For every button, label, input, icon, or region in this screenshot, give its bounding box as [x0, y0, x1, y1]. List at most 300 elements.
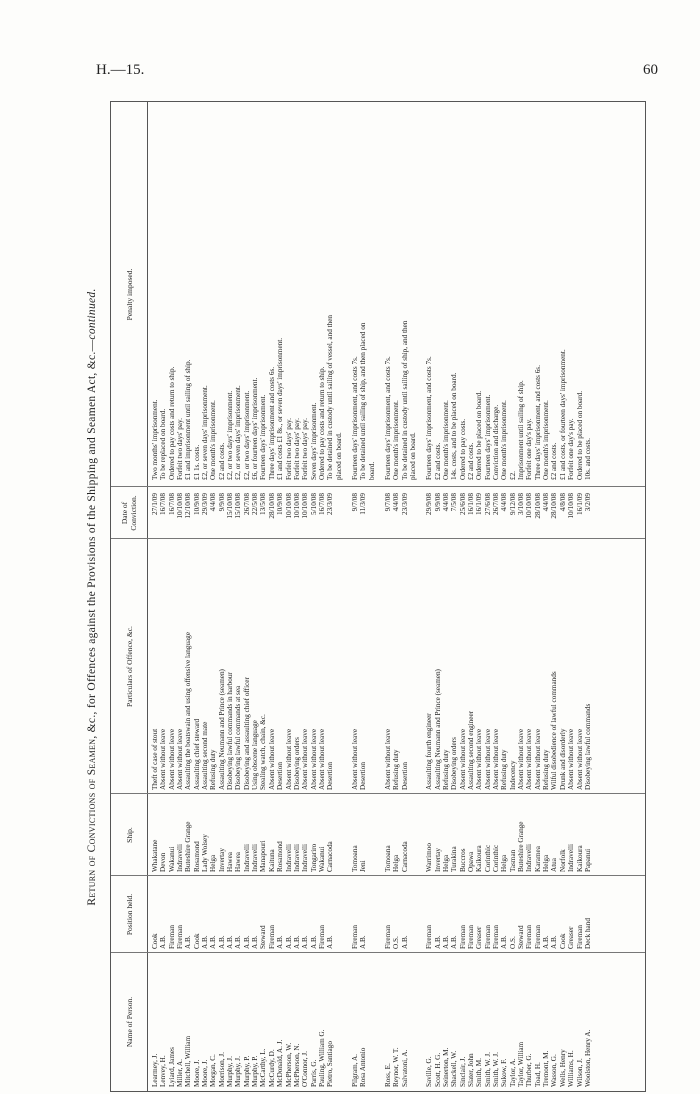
- cell-ship: Indravelli: [567, 844, 576, 872]
- cell-penalty: Forfeit one day's pay.: [567, 418, 576, 480]
- table-row: [201, 102, 209, 1091]
- cell-ship: Tasman: [508, 849, 517, 872]
- cell-name: Taylor, William: [517, 1041, 526, 1087]
- cell-position: O.S.: [392, 936, 401, 949]
- cell-date: 10/10/08: [567, 493, 576, 519]
- cell-offence: Theft of case of stout: [151, 728, 159, 790]
- cell-ship: Indravelli: [176, 844, 185, 872]
- cell-position: A.B.: [217, 935, 226, 949]
- table-title: [86, 102, 108, 1092]
- cell-name: Rosa Antonio: [359, 1047, 368, 1087]
- cell-ship: Papanui: [583, 848, 592, 872]
- cell-ship: Carnacoda: [400, 841, 409, 872]
- cell-penalty: One month's imprisonment.: [442, 400, 450, 480]
- table-row: [159, 102, 167, 1091]
- group-gap: [376, 102, 384, 1091]
- cell-name: Thurber, G.: [525, 1053, 534, 1087]
- cell-position: Fireman: [267, 925, 276, 949]
- table-row: [517, 102, 525, 1091]
- cell-penalty: £1 and costs £1 8s., or seven days' imprisonment.: [276, 337, 285, 480]
- cell-penalty: £1 1s. costs.: [192, 444, 201, 480]
- cell-date: 4/4/08: [542, 493, 551, 512]
- cell-date: 4/8/08: [558, 493, 567, 512]
- cell-offence: Desertion: [326, 762, 335, 790]
- cell-position: A.B.: [542, 935, 551, 949]
- cell-position: A.B.: [226, 935, 235, 949]
- cell-name: Moore, J.: [192, 1059, 201, 1087]
- cell-date: 9/7/08: [383, 493, 392, 512]
- cell-penalty: 14s. costs, and to be placed on board.: [450, 372, 459, 480]
- table-row: [251, 102, 259, 1091]
- cell-ship: Wakanui: [167, 846, 176, 872]
- cell-offence: Absent without leave: [167, 728, 176, 790]
- cell-ship: Indravelli: [284, 844, 293, 872]
- cell-position: A.B.: [450, 935, 459, 949]
- cell-offence: Absent without leave: [492, 728, 501, 790]
- cell-date: 9/12/08: [508, 493, 517, 515]
- table-row: [442, 102, 450, 1091]
- cell-ship: Norfolk: [558, 849, 567, 872]
- cell-ship: Helga: [542, 854, 551, 872]
- table-row: [243, 102, 251, 1091]
- cell-offence: Wilful disobedience of lawful commands: [550, 671, 559, 790]
- cell-date: 26/7/08: [242, 493, 251, 515]
- cell-penalty: Fourteen days' imprisonment.: [483, 394, 492, 480]
- cell-date: 23/3/09: [326, 493, 335, 515]
- cell-penalty: To be detained until sailing of ship, and then placed on: [359, 322, 368, 480]
- cell-offence: Desertion: [359, 762, 368, 790]
- cell-ship: Buteshire Grange: [184, 821, 193, 872]
- cell-offence: Refusing duty: [442, 749, 450, 790]
- table-row: [218, 102, 226, 1091]
- table-row: [209, 102, 217, 1091]
- cell-name: Ross, E.: [383, 1063, 392, 1087]
- cell-date: 23/3/09: [400, 493, 409, 515]
- cell-offence: Absent without leave: [309, 728, 318, 790]
- cell-name: Tremont, M.: [542, 1050, 551, 1087]
- cell-penalty: To be detained in custody until sailing of ship, and then: [400, 320, 409, 480]
- group-gap: [417, 102, 425, 1091]
- cell-penalty: £2 and costs.: [467, 442, 476, 480]
- cell-penalty: placed on board.: [408, 432, 417, 480]
- cell-ship: Helga: [392, 854, 401, 872]
- cell-penalty: One month's imprisonment.: [209, 400, 218, 480]
- table-row: [335, 102, 343, 1091]
- table-row: [310, 102, 318, 1091]
- cell-penalty: Ordered to be placed on board.: [575, 390, 584, 480]
- cell-name: McCurdy, D.: [267, 1049, 276, 1087]
- cell-penalty: Forfeit two days' pay.: [301, 418, 310, 480]
- table-row: [542, 102, 550, 1091]
- table-row: [492, 102, 500, 1091]
- table-row: [368, 102, 376, 1091]
- cell-name: McDonald, A. J.: [276, 1039, 285, 1087]
- cell-name: Sukow, F.: [500, 1058, 509, 1087]
- cell-ship: Tongariro: [309, 843, 318, 872]
- cell-penalty: Conviction and discharge.: [492, 404, 501, 480]
- cell-penalty: Fourteen days' imprisonment.: [259, 394, 268, 480]
- cell-name: Taylor, A.: [508, 1058, 517, 1087]
- cell-penalty: placed on board.: [334, 432, 343, 480]
- table-row: [450, 102, 458, 1091]
- cell-penalty: Three days' imprisonment and costs 6s.: [267, 366, 276, 480]
- cell-name: Saville, G.: [425, 1056, 434, 1087]
- cell-penalty: £6, or fourteen days' imprisonment.: [251, 377, 260, 480]
- cell-offence: Assaulting Neumann and Prince (seamen): [217, 669, 226, 790]
- table-row: [475, 102, 483, 1091]
- cell-date: 28/10/08: [550, 493, 559, 519]
- cell-date: 10/10/08: [284, 493, 293, 519]
- table-row: [559, 102, 567, 1091]
- cell-penalty: Fourteen days' imprisonment, and costs 7s.: [383, 356, 392, 480]
- cell-penalty: £2, or seven days' imprisonment.: [234, 385, 243, 480]
- table-row: [384, 102, 392, 1091]
- cell-ship: Kaikoura: [475, 845, 484, 872]
- cell-ship: Tomoana: [383, 845, 392, 872]
- cell-date: 12/10/08: [184, 493, 193, 519]
- cell-penalty: Two months' imprisonment.: [151, 399, 159, 480]
- cell-name: Toad, H.: [533, 1062, 542, 1087]
- cell-name: Murphy, J.: [234, 1056, 243, 1087]
- col-header-position: Position held.: [124, 893, 134, 936]
- cell-ship: Invertay: [433, 848, 442, 872]
- cell-penalty: Ordered to pay costs and return to ship.: [317, 366, 326, 480]
- cell-position: Cook: [558, 933, 567, 949]
- cell-ship: Tomoana: [350, 845, 359, 872]
- cell-ship: Turakina: [450, 846, 459, 872]
- cell-offence: Disobeying orders: [292, 737, 301, 790]
- cell-ship: Hawea: [226, 852, 235, 872]
- cell-penalty: Fourteen days' imprisonment, and costs 7s.: [350, 356, 359, 480]
- cell-penalty: Forfeit one day's pay.: [525, 418, 534, 480]
- col-header-ship: Ship.: [124, 827, 134, 843]
- cell-position: A.B.: [251, 935, 260, 949]
- table-frame: [110, 101, 646, 1092]
- cell-ship: Karamea: [533, 846, 542, 872]
- cell-ship: Indravelli: [292, 844, 301, 872]
- table-row: [534, 102, 542, 1091]
- cell-offence: Refusing duty: [392, 749, 401, 790]
- cell-offence: Assaulting second engineer: [467, 710, 476, 790]
- cell-ship: Buteshire Grange: [517, 821, 526, 872]
- table-row: [467, 102, 475, 1091]
- table-row: [392, 102, 400, 1091]
- cell-penalty: One month's imprisonment.: [392, 400, 401, 480]
- cell-penalty: £2.: [508, 471, 517, 480]
- col-header-name: Name of Person.: [124, 996, 134, 1048]
- cell-position: A.B.: [284, 935, 293, 949]
- cell-penalty: Forfeit two days' pay.: [176, 418, 185, 480]
- cell-date: 25/6/08: [458, 493, 467, 515]
- cell-position: A.B.: [326, 935, 335, 949]
- cell-name: Murphy, P.: [251, 1055, 260, 1087]
- cell-position: Fireman: [492, 925, 501, 949]
- cell-penalty: Seven days' imprisonment.: [309, 402, 318, 480]
- cell-ship: Helga: [209, 854, 218, 872]
- cell-position: Fireman: [458, 925, 467, 949]
- cell-offence: Absent without leave: [525, 728, 534, 790]
- cell-position: Cook: [151, 933, 159, 949]
- table-row: [567, 102, 575, 1091]
- cell-name: Seinerton, M.: [442, 1047, 450, 1087]
- cell-date: 4/4/08: [442, 493, 450, 512]
- cell-date: 9/9/08: [433, 493, 442, 512]
- cell-offence: Disobeying and assaulting chief officer: [242, 677, 251, 790]
- table-row: [293, 102, 301, 1091]
- cell-ship: Manapouri: [259, 840, 268, 872]
- title-continued: continued.: [86, 288, 98, 340]
- cell-name: Williams, H.: [567, 1050, 576, 1087]
- cell-offence: Drunk and disorderly: [558, 728, 567, 790]
- cell-penalty: Forfeit two days' pay.: [284, 418, 293, 480]
- cell-date: 4/4/08: [209, 493, 218, 512]
- table-row: [351, 102, 359, 1091]
- cell-name: Miller, A.: [176, 1059, 185, 1087]
- cell-penalty: To be replaced on board.: [159, 408, 168, 480]
- cell-position: Fireman: [350, 925, 359, 949]
- cell-position: Fireman: [317, 925, 326, 949]
- table-row: [584, 102, 592, 1091]
- cell-offence: Assaulting second mate: [201, 721, 210, 790]
- cell-offence: Using obscene language: [251, 720, 260, 790]
- cell-ship: Rosamond: [192, 841, 201, 872]
- cell-position: A.B.: [242, 935, 251, 949]
- title-prefix: Return of Convictions of Seamen: [86, 738, 98, 906]
- cell-offence: Absent without leave: [317, 728, 326, 790]
- cell-name: Morgan, C.: [209, 1054, 218, 1087]
- cell-position: A.B.: [184, 935, 193, 949]
- cell-date: 27/6/08: [483, 493, 492, 515]
- table-row: [500, 102, 508, 1091]
- convictions-table-rotated: [86, 102, 646, 1092]
- page-header-left: H.—15.: [96, 62, 145, 78]
- cell-date: 10/9/08: [192, 493, 201, 515]
- cell-date: 16/7/08: [159, 493, 168, 515]
- cell-date: 4/4/08: [392, 493, 401, 512]
- table-row: [525, 102, 533, 1091]
- table-row: [301, 102, 309, 1091]
- cell-position: A.B.: [159, 935, 168, 949]
- cell-penalty: Forfeit two days' pay.: [292, 418, 301, 480]
- cell-date: 5/10/08: [309, 493, 318, 515]
- cell-name: Pilgram, A.: [350, 1054, 359, 1087]
- cell-position: A.B.: [301, 935, 310, 949]
- cell-position: A.B.: [234, 935, 243, 949]
- cell-penalty: One month's imprisonment.: [500, 400, 509, 480]
- table-row: [151, 102, 159, 1091]
- cell-offence: Absent without leave: [517, 728, 526, 790]
- cell-name: Wilson, J.: [575, 1058, 584, 1087]
- cell-penalty: £2 and costs.: [433, 442, 442, 480]
- cell-ship: Kaikoura: [575, 845, 584, 872]
- cell-date: 16/1/09: [575, 493, 584, 515]
- cell-penalty: £2, or seven days' imprisonment.: [201, 385, 210, 480]
- cell-name: Learmey, J.: [151, 1053, 159, 1087]
- cell-date: 16/1/08: [467, 493, 476, 515]
- table-row: [276, 102, 284, 1091]
- cell-date: 15/10/08: [234, 493, 243, 519]
- cell-offence: Indecency: [508, 760, 517, 790]
- cell-offence: Absent without leave: [475, 728, 484, 790]
- cell-name: Murphy, J.: [226, 1056, 235, 1087]
- cell-date: 16/7/08: [167, 493, 176, 515]
- cell-name: Scott, H. G.: [433, 1052, 442, 1087]
- cell-penalty: 10s. and costs.: [583, 438, 592, 480]
- cell-position: Fireman: [525, 925, 534, 949]
- cell-penalty: Ordered to pay costs.: [458, 418, 467, 480]
- cell-name: Parris, G.: [309, 1059, 318, 1087]
- cell-offence: Refusing duty: [542, 749, 551, 790]
- cell-penalty: Fourteen days' imprisonment, and costs 7s.: [425, 356, 434, 480]
- cell-penalty: £1 and costs, or fourteen days' imprisonment.: [558, 349, 567, 480]
- page-number: 60: [643, 62, 658, 78]
- cell-name: Lenvey, H.: [159, 1055, 168, 1087]
- cell-penalty: £2, or two days' imprisonment.: [242, 390, 251, 480]
- cell-name: Murphy, P.: [242, 1055, 251, 1087]
- cell-position: Deck hand: [583, 918, 592, 949]
- cell-ship: Kaituna: [267, 849, 276, 872]
- cell-name: Shackell, W.: [450, 1050, 459, 1087]
- cell-date: 3/2/09: [583, 493, 592, 512]
- cell-ship: Indravelli: [525, 844, 534, 872]
- cell-date: 29/3/09: [201, 493, 210, 515]
- cell-name: Slater, John: [467, 1053, 476, 1087]
- cell-position: Cook: [192, 933, 201, 949]
- cell-date: 10/9/08: [276, 493, 285, 515]
- cell-date: 16/1/09: [475, 493, 484, 515]
- cell-offence: Absent without leave: [383, 728, 392, 790]
- cell-penalty: £2, or two days' imprisonment.: [226, 390, 235, 480]
- cell-position: Fireman: [483, 925, 492, 949]
- cell-name: Mitchell, William: [184, 1035, 193, 1087]
- cell-offence: Refusing duty: [500, 749, 509, 790]
- cell-offence: Assaulting the boatswain and using offensive language: [184, 632, 193, 790]
- table-row: [259, 102, 267, 1091]
- cell-position: A.B.: [400, 935, 409, 949]
- cell-name: Salvatoni, A.: [400, 1049, 409, 1087]
- cell-name: Pietro, Santiago: [326, 1041, 335, 1087]
- rotated-table-wrapper: [86, 102, 646, 1092]
- cell-offence: Refusing duty: [209, 749, 218, 790]
- cell-offence: Absent without leave: [267, 728, 276, 790]
- cell-ship: Corinthic: [492, 844, 501, 872]
- cell-date: 28/10/08: [533, 493, 542, 519]
- table-row: [409, 102, 417, 1091]
- cell-position: A.B.: [309, 935, 318, 949]
- cell-date: 16/7/08: [317, 493, 326, 515]
- cell-date: 22/5/08: [251, 493, 260, 515]
- cell-ship: Buccros: [458, 848, 467, 872]
- table-row: [576, 102, 584, 1091]
- table-row: [425, 102, 433, 1091]
- cell-ship: Hawea: [234, 852, 243, 872]
- cell-ship: Helga: [442, 854, 450, 872]
- cell-offence: Absent without leave: [567, 728, 576, 790]
- cell-name: Smith, M.: [475, 1058, 484, 1087]
- table-row: [226, 102, 234, 1091]
- cell-date: 10/10/08: [292, 493, 301, 519]
- table-row: [484, 102, 492, 1091]
- cell-position: Fireman: [533, 925, 542, 949]
- cell-offence: Assaulting chief steward: [192, 718, 201, 790]
- table-header: [111, 102, 148, 1091]
- cell-offence: Disobeying orders: [450, 737, 459, 790]
- cell-ship: Warrimoo: [425, 843, 434, 872]
- cell-ship: Whakatane: [151, 839, 159, 872]
- cell-offence: Assaulting fourth engineer: [425, 713, 434, 790]
- cell-ship: Indravelli: [301, 844, 310, 872]
- table-row: [459, 102, 467, 1091]
- table-row: [184, 102, 192, 1091]
- table-row: [401, 102, 409, 1091]
- cell-name: Pauling, William G.: [317, 1029, 326, 1087]
- cell-ship: Carnacoda: [326, 841, 335, 872]
- cell-name: McPherson, W.: [284, 1042, 293, 1087]
- table-row: [550, 102, 558, 1091]
- cell-date: 9/9/08: [217, 493, 226, 512]
- cell-position: A.B.: [201, 935, 210, 949]
- cell-name: McCarthy, L.: [259, 1048, 268, 1087]
- cell-date: 27/1/09: [151, 493, 159, 515]
- cell-offence: Disobeying lawful commands at sea: [234, 685, 243, 790]
- cell-name: Reynor, W. T.: [392, 1047, 401, 1087]
- cell-penalty: Imprisonment until sailing of ship.: [517, 380, 526, 480]
- cell-position: A.B.: [550, 935, 559, 949]
- cell-ship: Lady Wolsey: [201, 834, 210, 872]
- cell-position: A.B.: [276, 935, 285, 949]
- cell-name: Moore, J.: [201, 1059, 210, 1087]
- cell-ship: Indravelli: [242, 844, 251, 872]
- cell-offence: Absent without leave: [176, 728, 185, 790]
- cell-name: Smith, W. J.: [483, 1052, 492, 1087]
- table-row: [268, 102, 276, 1091]
- cell-position: Steward: [517, 925, 526, 949]
- cell-name: Lyiard, James: [167, 1047, 176, 1087]
- title-rest: , &c., for Offences against the Provisions of the Shipping and Seamen Act, &c.—: [86, 339, 98, 739]
- cell-name: Wells, Henry: [558, 1049, 567, 1087]
- cell-date: 3/10/08: [517, 493, 526, 515]
- table-row: [285, 102, 293, 1091]
- cell-penalty: £1 and imprisonment until sailing of ship.: [184, 359, 193, 480]
- cell-date: 9/7/08: [350, 493, 359, 512]
- table-row: [176, 102, 184, 1091]
- cell-position: A.B.: [359, 935, 368, 949]
- cell-position: Fireman: [575, 925, 584, 949]
- col-header-offence: Particulars of Offence, &c.: [124, 626, 134, 707]
- table-body: [151, 102, 592, 1091]
- cell-offence: Disobeying lawful commands in harbour: [226, 672, 235, 790]
- cell-offence: Stealing watch, chain, &c.: [259, 714, 268, 790]
- cell-offence: Desertion: [400, 762, 409, 790]
- cell-date: 10/10/08: [301, 493, 310, 519]
- cell-ship: Indravelli: [251, 844, 260, 872]
- cell-penalty: board.: [367, 461, 376, 480]
- cell-ship: Devon: [159, 852, 168, 872]
- cell-date: 28/10/08: [267, 493, 276, 519]
- table-row: [509, 102, 517, 1091]
- cell-position: Greaser: [475, 926, 484, 949]
- cell-position: Fireman: [425, 925, 434, 949]
- cell-name: Woolston, Henry A.: [583, 1029, 592, 1087]
- cell-name: McPherson, N.: [292, 1043, 301, 1087]
- cell-offence: Absent without leave: [458, 728, 467, 790]
- group-gap: [343, 102, 351, 1091]
- table-row: [168, 102, 176, 1091]
- cell-position: O.S.: [508, 936, 517, 949]
- col-header-penalty: Penalty imposed.: [124, 268, 134, 321]
- cell-position: Fireman: [383, 925, 392, 949]
- cell-position: Steward: [259, 925, 268, 949]
